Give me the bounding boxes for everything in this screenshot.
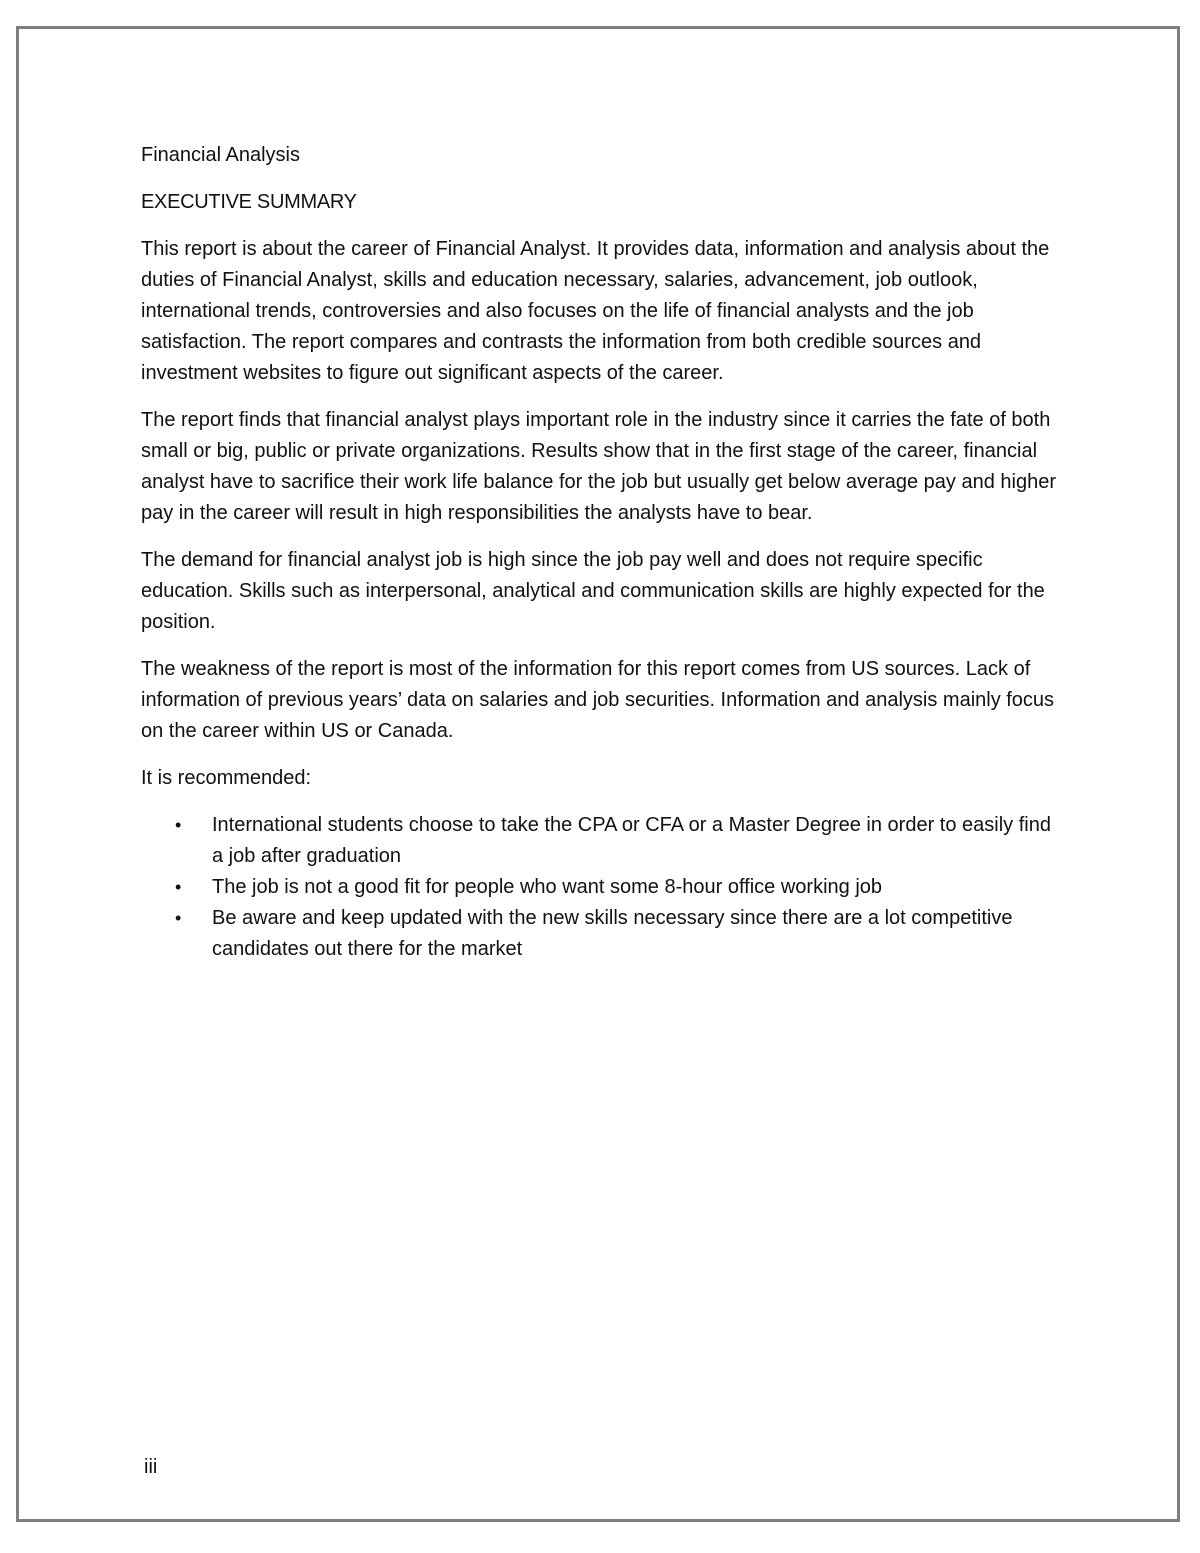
- list-item: [141, 810, 1061, 872]
- list-item: [141, 872, 1061, 903]
- paragraph-overview: This report is about the career of Financial Analyst. It provides data, information and analysis about the duties of Financial Analyst, skills and education necessary, salaries, advancement, job outlook, international trends, controversies and also focuses on the life of financial analysts and the job satisfaction. The report compares and contrasts the information from both credible sources and investment websites to figure out significant aspects of the career.: [141, 238, 1050, 384]
- list-item-text: The job is not a good fit for people who want some 8-hour office working job: [212, 876, 883, 898]
- bullet-icon: •: [175, 815, 182, 835]
- section-heading-executive-summary: EXECUTIVE SUMMARY: [141, 191, 357, 213]
- bullet-icon: •: [175, 908, 182, 928]
- page-number: iii: [144, 1456, 158, 1478]
- list-item-text: Be aware and keep updated with the new skills necessary since there are a lot competitive candidates out there for the market: [212, 907, 1013, 960]
- paragraph-weakness: The weakness of the report is most of the information for this report comes from US sources. Lack of information of previous years’ data on salaries and job securities. Information and analysis mainly focus on the career within US or Canada.: [141, 658, 1055, 742]
- document-title: Financial Analysis: [141, 144, 300, 166]
- list-item: [141, 903, 1061, 965]
- recommendation-list: [141, 810, 1061, 965]
- paragraph-demand: The demand for financial analyst job is high since the job pay well and does not require specific education. Skills such as interpersonal, analytical and communication skills are highly expected for the position.: [141, 549, 1045, 633]
- document-body: [141, 140, 1061, 965]
- bullet-icon: •: [175, 877, 182, 897]
- paragraph-findings: The report finds that financial analyst plays important role in the industry since it carries the fate of both small or big, public or private organizations. Results show that in the first stage of the career, financial analyst have to sacrifice their work life balance for the job but usually get below average pay and higher pay in the career will result in high responsibilities the analysts have to bear.: [141, 409, 1056, 524]
- list-item-text: International students choose to take the CPA or CFA or a Master Degree in order to easily find a job after graduation: [212, 814, 1051, 867]
- recommendation-intro: It is recommended:: [141, 767, 312, 789]
